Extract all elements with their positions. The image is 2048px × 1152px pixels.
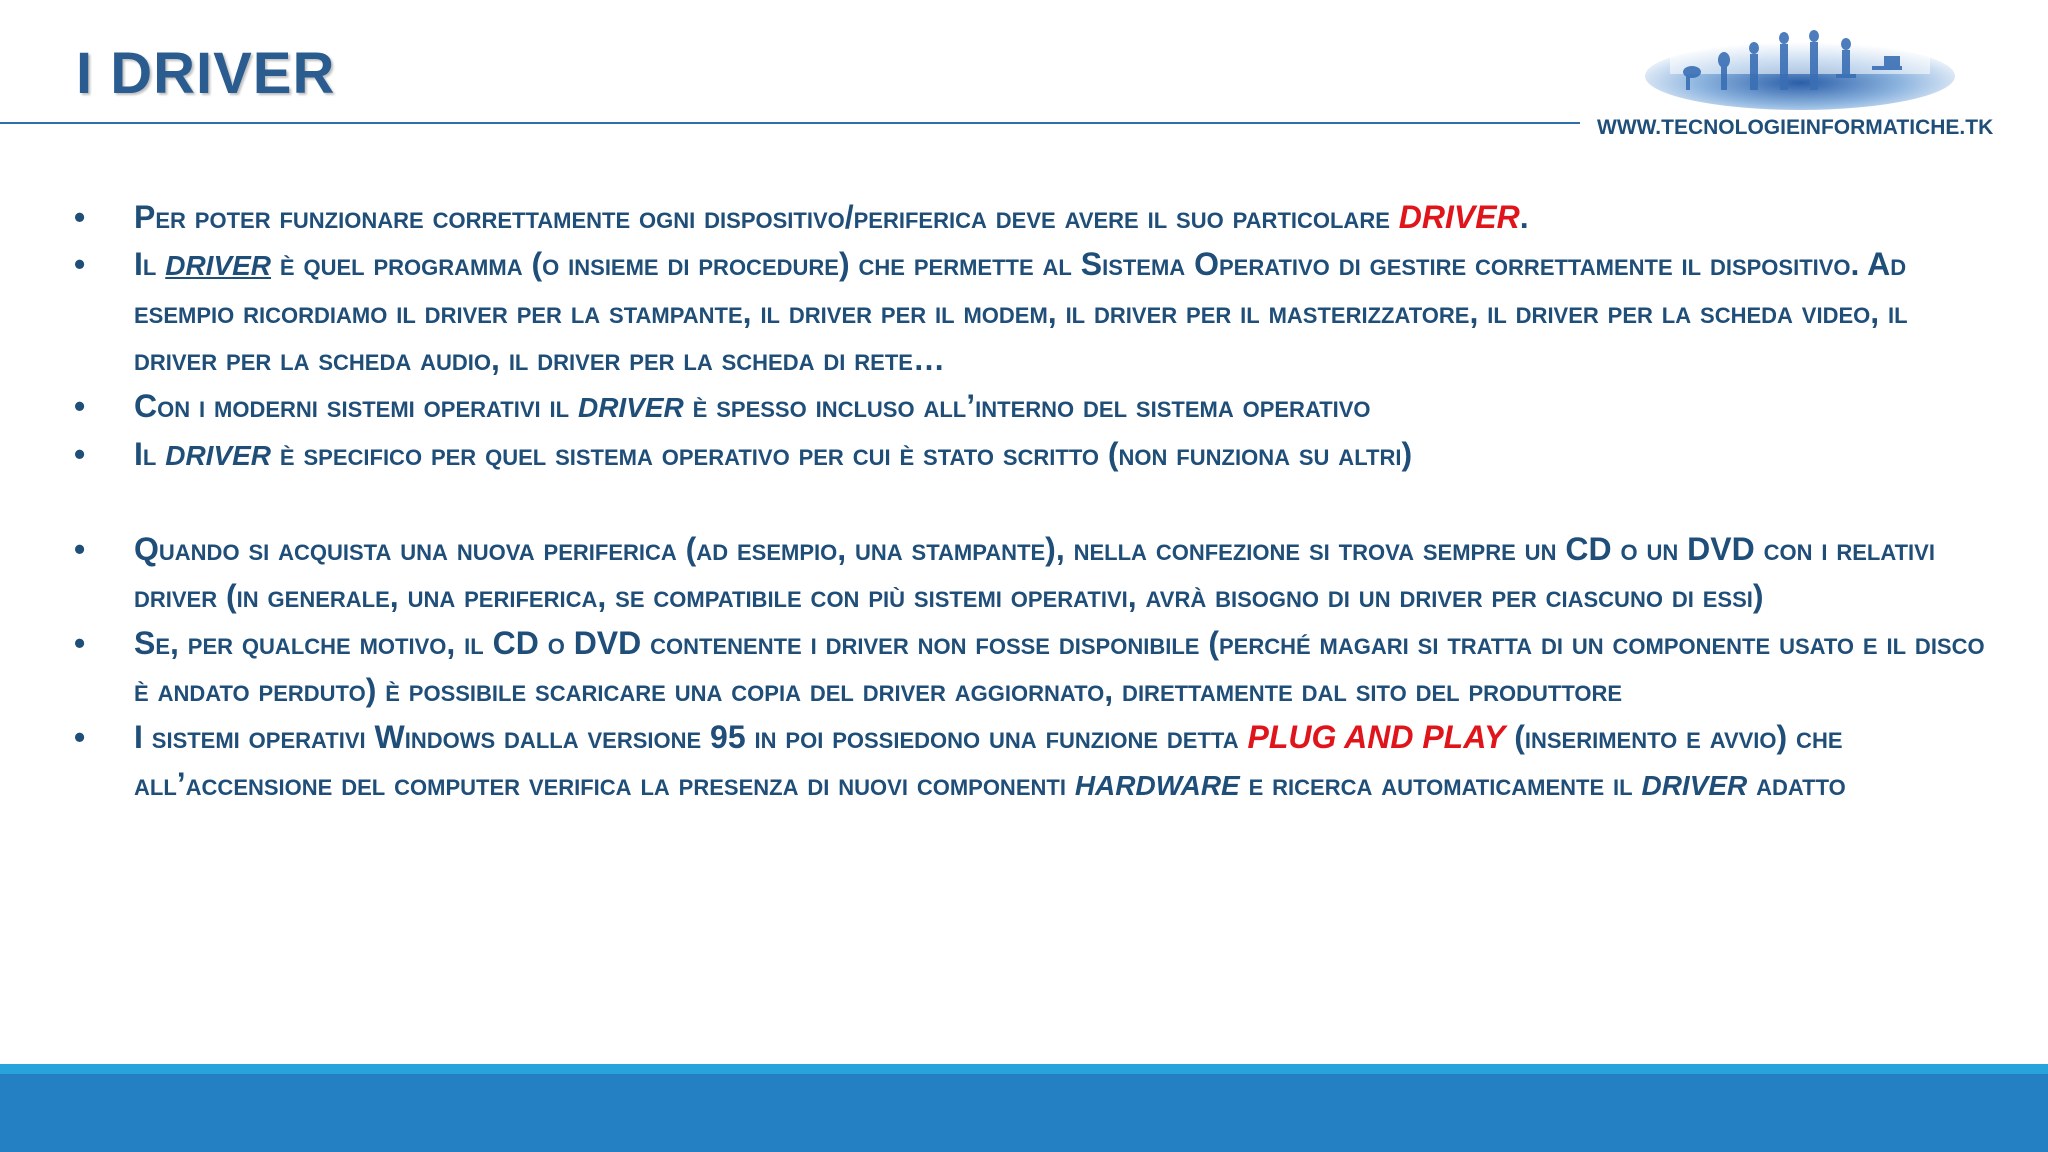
title-divider	[0, 122, 1580, 124]
bullet-emphasis: HARDWARE	[1074, 770, 1240, 801]
bullet-text: e ricerca automaticamente il	[1239, 766, 1642, 802]
bullet-text: Con i moderni sistemi operativi il	[134, 388, 578, 424]
bullet-emphasis: DRIVER	[577, 392, 684, 423]
bullet-item	[74, 383, 1994, 431]
bullet-item	[74, 526, 1994, 620]
bullet-text: Il	[134, 436, 166, 472]
bullet-text: Se, per qualche motivo, il CD o DVD contenente i driver non fosse disponibile (perché magari si tratta di un componente usato e il disco è andato perduto) è possibile scaricare una copia del driver aggiornato, direttamente dal sito del produttore	[134, 625, 1985, 708]
bullet-symbol: •	[74, 436, 86, 472]
list-spacer	[74, 479, 1994, 526]
bullet-item	[74, 431, 1994, 479]
bullet-text: Per poter funzionare correttamente ogni dispositivo/periferica deve avere il suo particolare	[134, 199, 1399, 235]
bullet-text: è spesso incluso all’interno del sistema operativo	[683, 388, 1371, 424]
bullet-text: è specifico per quel sistema operativo per cui è stato scritto (non funziona su altri)	[271, 436, 1413, 472]
bullet-symbol: •	[74, 531, 86, 567]
bullet-symbol: •	[74, 199, 86, 235]
bullet-text: .	[1519, 199, 1529, 235]
bullet-emphasis: DRIVER	[165, 250, 272, 281]
bullet-text: I sistemi operativi Windows dalla versione 95 in poi possiedono una funzione detta	[134, 719, 1248, 755]
bullet-text: (inserimento e avvio) che all’accensione del computer verifica la presenza di nuovi componenti	[134, 719, 1843, 802]
bullet-item	[74, 241, 1994, 383]
website-url: WWW.TECNOLOGIEINFORMATICHE.TK	[1597, 116, 1994, 139]
footer-bar	[0, 1074, 2048, 1152]
footer-accent-line	[0, 1064, 2048, 1074]
bullet-text: Quando si acquista una nuova periferica (ad esempio, una stampante), nella confezione si trova sempre un CD o un DVD con i relativi driver (in generale, una periferica, se compatibile con più sistemi operativi, avrà bisogno di un driver per ciascuno di essi)	[134, 531, 1935, 614]
bullet-text: Il	[134, 246, 166, 282]
evolution-logo-icon	[1640, 14, 1960, 110]
bullet-emphasis: DRIVER	[1641, 770, 1748, 801]
bullet-item	[74, 194, 1994, 241]
bullet-item	[74, 714, 1994, 809]
bullet-symbol: •	[74, 388, 86, 424]
bullet-emphasis: PLUG AND PLAY	[1247, 719, 1506, 755]
bullet-list	[74, 194, 1994, 809]
bullet-symbol: •	[74, 625, 86, 661]
bullet-symbol: •	[74, 719, 86, 755]
bullet-item	[74, 620, 1994, 714]
bullet-emphasis: DRIVER	[165, 440, 272, 471]
bullet-text: è quel programma (o insieme di procedure) che permette al Sistema Operativo di gestire correttamente il dispositivo. Ad esempio ricordiamo il driver per la stampante, il driver per il modem, il driver per il masterizzatore, il driver per la scheda video, il driver per la scheda audio, il driver per la scheda di rete…	[134, 246, 1908, 377]
bullet-symbol: •	[74, 246, 86, 282]
bullet-emphasis: DRIVER	[1398, 199, 1520, 235]
bullet-text: adatto	[1747, 766, 1846, 802]
slide-title: I DRIVER	[76, 41, 336, 106]
